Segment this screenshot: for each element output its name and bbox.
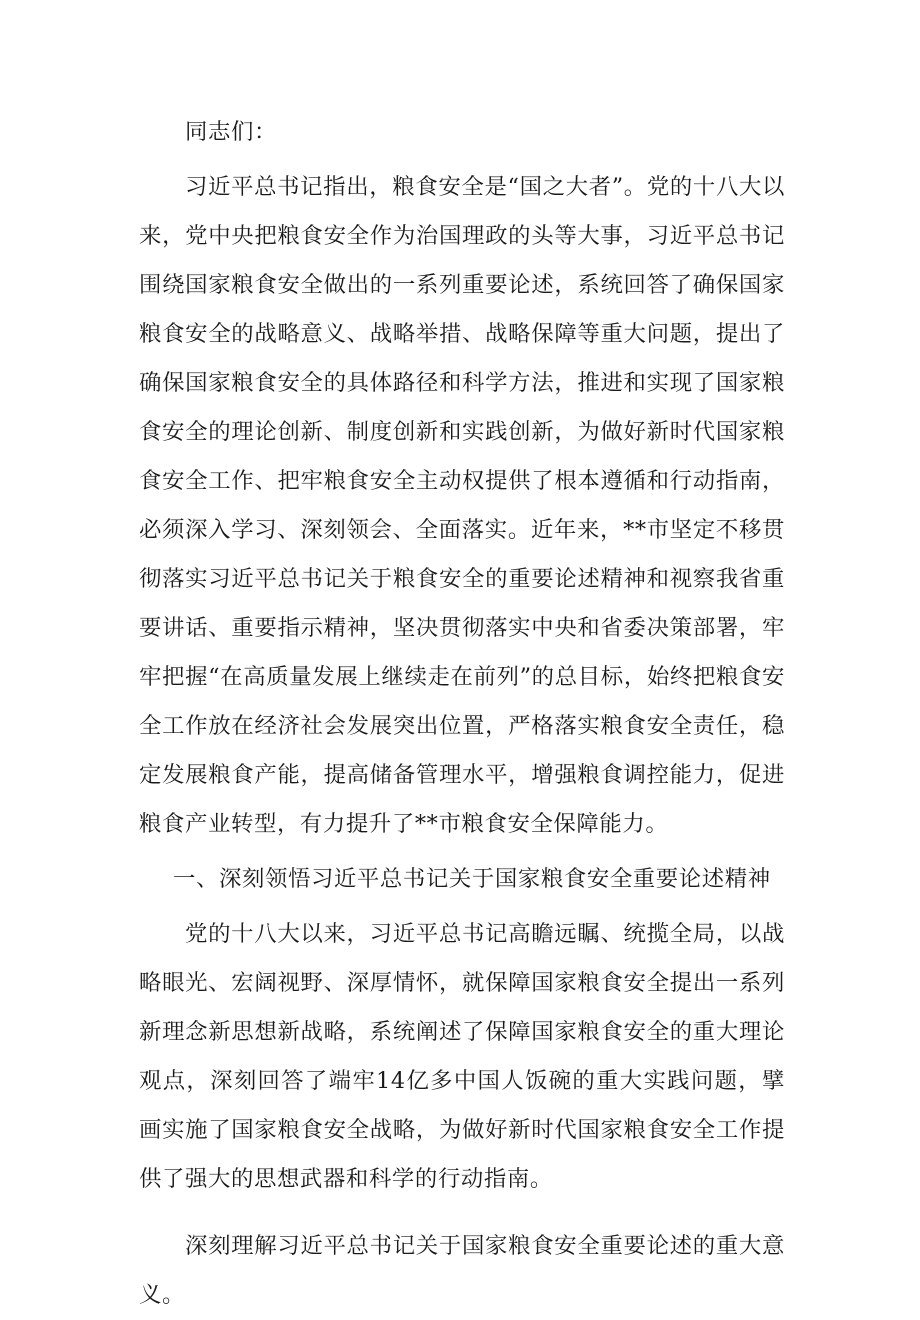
salutation: 同志们： [185,119,277,145]
document-body [139,108,785,1320]
section-paragraph: 党的十八大以来，习近平总书记高瞻远瞩、统揽全局，以战略眼光、宏阔视野、深厚情怀，就保障国家粮食安全提出一系列新理念新思想新战略，系统阐述了保障国家粮食安全的重大理论观点，深刻回答了端牢14亿多中国人饭碗的重大实践问题，擘画实施了国家粮食安全战略，为做好新时代国家粮食安全工作提供了强大的思想武器和科学的行动指南。 [139,921,785,1192]
intro-paragraph: 习近平总书记指出，粮食安全是“国之大者”。党的十八大以来，党中央把粮食安全作为治国理政的头等大事，习近平总书记围绕国家粮食安全做出的一系列重要论述，系统回答了确保国家粮食安全的战略意义、战略举措、战略保障等重大问题，提出了确保国家粮食安全的具体路径和科学方法，推进和实现了国家粮食安全的理论创新、制度创新和实践创新，为做好新时代国家粮食安全工作、把牢粮食安全主动权提供了根本遵循和行动指南，必须深入学习、深刻领会、全面落实。近年来，**市坚定不移贯彻落实习近平总书记关于粮食安全的重要论述精神和视察我省重要讲话、重要指示精神，坚决贯彻落实中央和省委决策部署，牢牢把握“在高质量发展上继续走在前列”的总目标，始终把粮食安全工作放在经济社会发展突出位置，严格落实粮食安全责任，稳定发展粮食产能，提高储备管理水平，增强粮食调控能力，促进粮食产业转型，有力提升了**市粮食安全保障能力。 [139,174,785,837]
section-heading: 一、深刻领悟习近平总书记关于国家粮食安全重要论述精神 [173,866,771,892]
subsection-heading-paragraph: 深刻理解习近平总书记关于国家粮食安全重要论述的重大意义。 [139,1233,785,1308]
